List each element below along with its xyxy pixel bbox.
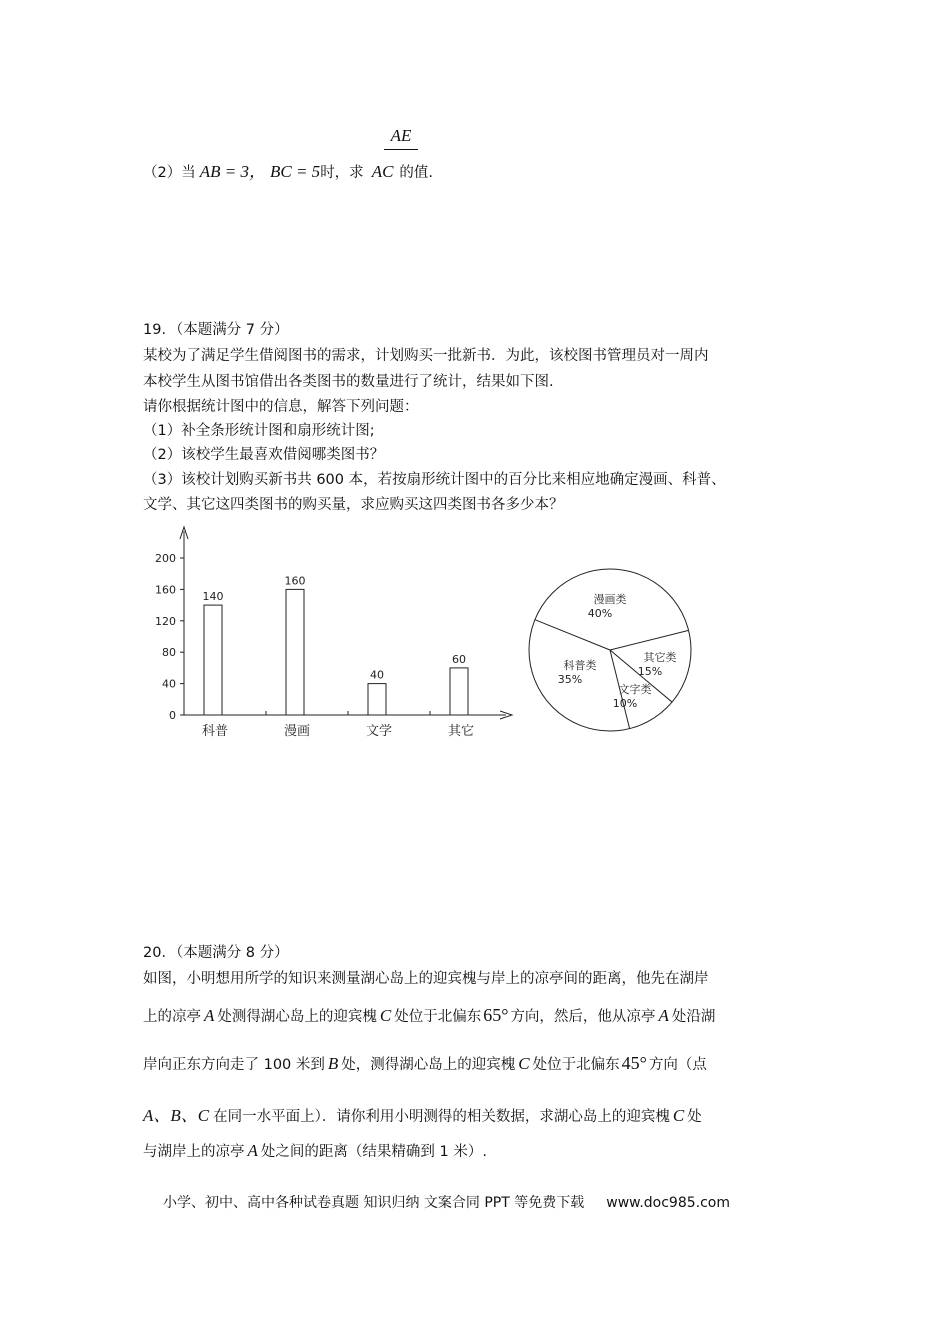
var-c: C [518, 1054, 530, 1073]
pie-slice-label: 其它类 [643, 651, 677, 664]
q18-suffix: 时，求 [320, 165, 364, 181]
bar-chart [140, 525, 520, 745]
pie-slice-percent: 35% [557, 673, 583, 686]
x-tick-label: 其它 [447, 724, 475, 739]
y-tick-label: 40 [162, 677, 176, 691]
q19-question-3a: （3）该校计划购买新书共 600 本，若按扇形统计图中的百分比来相应地确定漫画、科普、 [143, 472, 726, 488]
q18-part2-line [143, 157, 433, 182]
q19-paragraph-2: 本校学生从图书馆借出各类图书的数量进行了统计，结果如下图. [143, 374, 554, 390]
footer [163, 1192, 730, 1212]
pie-slice-percent: 40% [587, 607, 613, 620]
var-abc: A、B、C [143, 1106, 210, 1125]
y-tick-label: 80 [162, 646, 176, 660]
fraction-bar [384, 149, 418, 150]
var-b: B [327, 1054, 339, 1073]
q20-line-2 [143, 1005, 715, 1026]
footer-text: 小学、初中、高中各种试卷真题 知识归纳 文案合同 PPT 等免费下载 [163, 1195, 585, 1211]
q19-question-3b: 文学、其它这四类图书的购买量，求应购买这四类图书各多少本？ [143, 497, 564, 513]
text: 在同一水平面上）．请你利用小明测得的相关数据，求湖心岛上的迎宾槐 [213, 1109, 670, 1125]
var-a: A [204, 1006, 215, 1025]
text: 上的凉亭 [143, 1009, 201, 1025]
text: 处沿湖 [671, 1009, 716, 1025]
y-tick-label: 160 [155, 583, 176, 597]
text: 处 [687, 1109, 702, 1125]
text: 与湖岸上的凉亭 [143, 1144, 245, 1160]
x-tick-label: 漫画 [283, 724, 311, 739]
q18-end: 的值. [399, 165, 434, 181]
y-tick-label: 0 [169, 709, 176, 722]
bar [450, 668, 468, 715]
text: 处位于北偏东 [394, 1009, 482, 1025]
fraction-numerator: AE [390, 126, 412, 145]
pie-chart [525, 565, 695, 735]
text: 处之间的距离（结果精确到 1 米）. [260, 1144, 487, 1160]
bar [286, 589, 304, 715]
q20-line-4 [143, 1101, 702, 1126]
text: 方向（点 [648, 1057, 707, 1073]
q20-header: 20．（本题满分 8 分） [143, 945, 289, 961]
bar [368, 684, 386, 715]
var-a: A [658, 1006, 669, 1025]
bar-data-label: 40 [370, 668, 384, 682]
var-a: A [247, 1141, 258, 1160]
bar [204, 605, 222, 715]
pie-slice-label: 漫画类 [593, 593, 627, 606]
q20-line-3 [143, 1053, 707, 1074]
q19-question-2: （2）该校学生最喜欢借阅哪类图书？ [143, 447, 385, 463]
var-c: C [672, 1106, 685, 1125]
pie-slice-percent: 10% [612, 697, 638, 710]
q19-paragraph-3: 请你根据统计图中的信息，解答下列问题： [143, 399, 419, 415]
angle-45: 45° [621, 1053, 647, 1073]
q18-part2-label: （2）当 [143, 165, 196, 181]
q19-header: 19．（本题满分 7 分） [143, 322, 289, 338]
math-bc: BC = 5 [269, 162, 321, 181]
pie-slice-label: 文字类 [618, 683, 652, 696]
math-ab: AB = 3， [199, 162, 266, 181]
angle-65: 65° [483, 1005, 509, 1025]
y-tick-label: 120 [155, 614, 176, 628]
text: 方向，然后，他从凉亭 [510, 1009, 656, 1025]
pie-slice-label: 科普类 [563, 659, 597, 672]
text: 处，测得湖心岛上的迎宾槐 [341, 1057, 516, 1073]
text: 岸向正东方向走了 100 米到 [143, 1057, 325, 1073]
footer-url[interactable]: www.doc985.com [606, 1195, 730, 1211]
bar-data-label: 140 [202, 590, 224, 604]
q20-line-1: 如图，小明想用所学的知识来测量湖心岛上的迎宾槐与岸上的凉亭间的距离，他先在湖岸 [143, 971, 709, 987]
q19-paragraph-1: 某校为了满足学生借阅图书的需求，计划购买一批新书．为此，该校图书管理员对一周内 [143, 348, 709, 364]
x-tick-label: 文学 [365, 724, 393, 739]
q19-question-1: （1）补全条形统计图和扇形统计图; [143, 423, 375, 439]
pie-slice-percent: 15% [637, 665, 663, 678]
y-tick-label: 200 [155, 552, 176, 565]
q20-line-5 [143, 1140, 487, 1161]
x-tick-label: 科普 [201, 724, 229, 739]
text: 处测得湖心岛上的迎宾槐 [217, 1009, 377, 1025]
var-c: C [379, 1006, 392, 1025]
fraction-denominator: AC [371, 162, 394, 181]
bar-data-label: 160 [284, 574, 306, 588]
bar-data-label: 60 [452, 652, 466, 666]
text: 处位于北偏东 [532, 1057, 620, 1073]
